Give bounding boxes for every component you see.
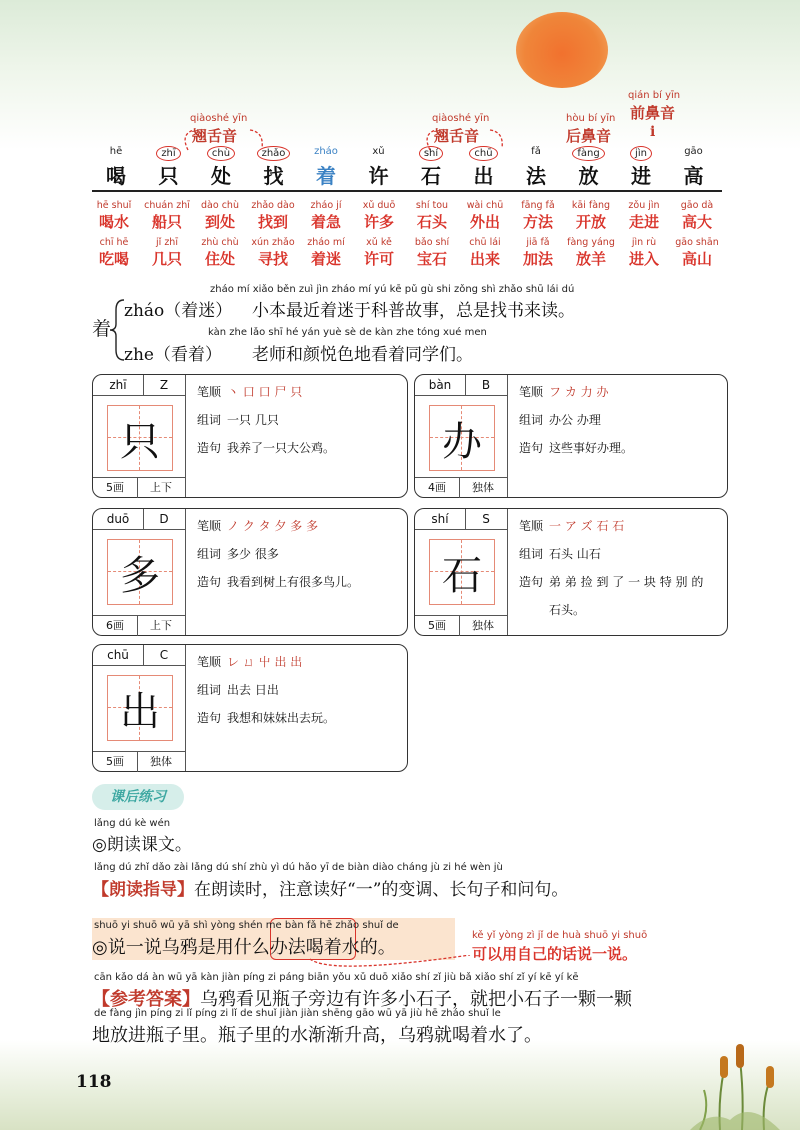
label-order: 笔顺 — [197, 385, 222, 399]
tian-grid — [429, 539, 495, 605]
annotation-retroflex-left: 翘舌音 — [192, 127, 238, 145]
stroke-count: 5画 — [93, 752, 138, 772]
card-pinyin: bàn — [415, 375, 466, 396]
annotation-pinyin-left: qiàoshé yīn — [190, 113, 248, 124]
polyphone-char: 着 — [92, 318, 112, 340]
card-letter: S — [465, 509, 508, 530]
word: 着急 — [310, 213, 341, 231]
card-character: 出 — [120, 689, 160, 735]
word: 到处 — [204, 213, 235, 231]
card-character: 多 — [120, 553, 160, 599]
card-pinyin: zhī — [93, 375, 144, 396]
q1-text: ◎朗读课文。 — [92, 835, 192, 855]
card-divider — [185, 509, 186, 635]
char-10: 放 — [578, 164, 599, 188]
word-pinyin: dào chù — [201, 200, 239, 211]
word-pinyin: fàng yáng — [567, 237, 615, 248]
word-pinyin: zháo mí — [307, 237, 345, 248]
word: 出来 — [469, 250, 500, 268]
word-pinyin: chū lái — [469, 237, 501, 248]
char-7: 石 — [421, 164, 441, 188]
label-sentence: 造句 — [197, 441, 222, 455]
card-footer — [93, 477, 185, 498]
exercise-title: 课后练习 — [92, 784, 184, 810]
char-pinyin — [617, 146, 665, 161]
card-character: 石 — [442, 553, 482, 599]
q2-pinyin: shuō yi shuō wū yā shì yòng shén me bàn fǎ hē zhǎo shuǐ de — [94, 920, 399, 931]
char-card-d — [92, 508, 408, 636]
word-pinyin: jiā fǎ — [526, 237, 550, 248]
word-pinyin: kāi fàng — [571, 200, 611, 211]
answer-pinyin-1: cān kǎo dá àn wū yā kàn jiàn píng zi páng biān yǒu xǔ duō xiǎo shí zǐ jiù bǎ xiǎo shí zǐ yí kē yí kē — [94, 972, 579, 983]
word-pinyin: chī hē — [99, 237, 129, 248]
answer-label: 【参考答案】 — [92, 989, 200, 1010]
card-character: 只 — [120, 419, 160, 465]
word-pinyin: zháo jí — [310, 200, 342, 211]
card-divider — [507, 375, 508, 497]
pinyin-circle: jìn — [630, 146, 652, 161]
value-order: ノ ク タ 夕 多 多 — [227, 519, 319, 533]
word: 找到 — [257, 213, 288, 231]
word: 宝石 — [416, 250, 447, 268]
word-pinyin: jǐ zhī — [156, 237, 178, 248]
word-pinyin: wài chū — [466, 200, 504, 211]
pinyin-circle: shí — [419, 146, 443, 161]
word: 石头 — [416, 213, 447, 231]
word: 许可 — [363, 250, 394, 268]
word: 着迷 — [310, 250, 341, 268]
label-words: 组词 — [197, 413, 222, 427]
label-order: 笔顺 — [519, 519, 544, 533]
char-8: 出 — [473, 164, 494, 188]
label-words: 组词 — [197, 683, 222, 697]
card-pinyin: chū — [93, 645, 144, 666]
value-sentence: 我想和妹妹出去玩。 — [227, 711, 336, 725]
q1-pinyin: lǎng dú kè wén — [94, 818, 171, 829]
char-pinyin: gāo — [684, 146, 703, 157]
label-sentence: 造句 — [519, 441, 544, 455]
answer-text-1: 乌鸦看见瓶子旁边有许多小石子，就把小石子一颗一颗 — [200, 989, 632, 1010]
word-pinyin: bǎo shí — [414, 237, 450, 248]
value-order: 一 ア ズ 石 石 — [549, 519, 625, 533]
char-pinyin — [460, 146, 508, 161]
label-sentence: 造句 — [197, 711, 222, 725]
label-order: 笔顺 — [197, 519, 222, 533]
card-letter: Z — [143, 375, 186, 396]
word: 放羊 — [575, 250, 606, 268]
label-sentence: 造句 — [197, 575, 222, 589]
char-6: 许 — [368, 164, 389, 188]
value-words: 石头 山石 — [549, 547, 601, 561]
word: 开放 — [575, 213, 606, 231]
word-pinyin: hē shuǐ — [96, 200, 132, 211]
sun-illustration — [516, 12, 608, 88]
card-footer — [93, 615, 185, 636]
guide-pinyin: lǎng dú zhǐ dǎo zài lǎng dú shí zhù yì dú hǎo yī de biàn diào cháng jù zi hé wèn jù — [94, 862, 503, 873]
word-pinyin: shí tou — [415, 200, 449, 211]
char-pinyin — [565, 146, 613, 161]
char-2: 只 — [158, 164, 179, 188]
card-pinyin: duō — [93, 509, 144, 530]
annotation-retroflex-middle: 翘舌音 — [434, 127, 480, 145]
char-1: 喝 — [106, 164, 126, 188]
word: 外出 — [469, 213, 500, 231]
word-pinyin: zhǎo dào — [251, 200, 295, 211]
value-order: 丶 口 口 尸 只 — [227, 385, 303, 399]
card-pinyin: shí — [415, 509, 466, 530]
char-pinyin: fǎ — [531, 146, 541, 157]
cattail-reeds-illustration — [680, 1040, 790, 1130]
value-order: レ ㄩ 屮 出 出 — [227, 655, 303, 669]
char-11: 进 — [631, 164, 651, 188]
word: 高大 — [681, 213, 712, 231]
char-9: 法 — [526, 164, 546, 188]
card-character: 办 — [442, 419, 482, 465]
label-sentence: 造句 — [519, 575, 544, 589]
char-3: 处 — [211, 164, 231, 188]
card-footer — [415, 477, 507, 498]
card-divider — [185, 375, 186, 497]
annotation-pinyin-back-nasal: hòu bí yīn — [566, 113, 616, 124]
char-pinyin — [145, 146, 193, 161]
word: 住处 — [204, 250, 235, 268]
guide-text: 在朗读时，注意读好“一”的变调、长句子和问句。 — [194, 880, 569, 900]
word: 喝水 — [98, 213, 129, 231]
label-words: 组词 — [519, 413, 544, 427]
tian-grid — [107, 675, 173, 741]
char-pinyin — [250, 146, 298, 161]
card-letter: D — [143, 509, 186, 530]
card-divider — [185, 645, 186, 771]
char-12: 高 — [683, 164, 704, 188]
card-footer — [93, 751, 185, 772]
annotation-front-nasal-mark: i — [650, 124, 656, 140]
char-pinyin — [407, 146, 455, 161]
label-words: 组词 — [519, 547, 544, 561]
word: 走进 — [628, 213, 659, 231]
tian-grid — [107, 539, 173, 605]
tian-grid — [107, 405, 173, 471]
word: 寻找 — [257, 250, 288, 268]
polyphone-row1-sentence: 小本最近着迷于科普故事，总是找书来读。 — [252, 301, 575, 321]
word-pinyin: zǒu jìn — [628, 200, 660, 211]
pinyin-circle: chù — [207, 146, 235, 161]
polyphone-row1-pinyin: zháo mí xiǎo běn zuì jìn zháo mí yú kē pǔ gù shi zǒng shì zhǎo shū lái dú — [210, 284, 575, 295]
word-pinyin: zhù chù — [201, 237, 239, 248]
word-pinyin: xǔ duō — [362, 200, 396, 211]
answer-pinyin-2: de fàng jìn píng zi lǐ píng zi lǐ de shuǐ jiàn jiàn shēng gāo wū yā jiù hē zháo shuǐ le — [94, 1008, 501, 1019]
value-sentence: 我养了一只大公鸡。 — [227, 441, 336, 455]
guide-label: 【朗读指导】 — [92, 880, 194, 900]
polyphone-row2-pinyin: kàn zhe lǎo shī hé yán yuè sè de kàn zhe tóng xué men — [208, 327, 487, 338]
char-card-b — [414, 374, 728, 498]
word: 船只 — [151, 213, 182, 231]
tip-text: 可以用自己的话说一说。 — [472, 945, 638, 963]
char-structure: 上下 — [150, 481, 172, 494]
char-pinyin: hē — [109, 146, 123, 157]
label-order: 笔顺 — [197, 655, 222, 669]
char-card-c — [92, 644, 408, 772]
value-words: 办公 办理 — [549, 413, 601, 427]
value-sentence-cont: 石头。 — [549, 603, 586, 617]
stroke-count: 5画 — [415, 616, 460, 636]
word: 许多 — [363, 213, 394, 231]
stroke-count: 6画 — [93, 616, 138, 636]
char-pinyin: zháo — [314, 146, 338, 157]
stroke-count: 5画 — [93, 478, 138, 498]
char-structure: 上下 — [150, 619, 172, 632]
value-words: 一只 几只 — [227, 413, 279, 427]
stroke-count: 4画 — [415, 478, 460, 498]
polyphone-row2-label: zhe（看着） — [124, 345, 222, 365]
annotation-back-nasal: 后鼻音 — [566, 127, 612, 145]
word-pinyin: xǔ kě — [366, 237, 392, 248]
card-letter: C — [143, 645, 186, 666]
tian-grid — [429, 405, 495, 471]
pinyin-circle: chū — [469, 146, 497, 161]
pinyin-circle: fàng — [572, 146, 604, 161]
word: 高山 — [681, 250, 712, 268]
word: 加法 — [522, 250, 553, 268]
page-number: 118 — [76, 1072, 112, 1092]
value-sentence: 这些事好办理。 — [549, 441, 634, 455]
tip-pinyin: kě yǐ yòng zì jǐ de huà shuō yi shuō — [472, 930, 648, 941]
value-order: フ カ 力 办 — [549, 385, 609, 399]
card-letter: B — [465, 375, 508, 396]
word-pinyin: chuán zhī — [144, 200, 190, 211]
char-4: 找 — [263, 164, 284, 188]
card-divider — [507, 509, 508, 635]
value-sentence: 弟 弟 捡 到 了 一 块 特 别 的 — [549, 575, 704, 589]
word: 吃喝 — [98, 250, 129, 268]
word-pinyin: fāng fǎ — [521, 200, 555, 211]
char-structure: 独体 — [472, 481, 494, 494]
pinyin-circle: zhǎo — [257, 146, 291, 161]
label-order: 笔顺 — [519, 385, 544, 399]
char-card-s — [414, 508, 728, 636]
value-words: 多少 很多 — [227, 547, 279, 561]
word-pinyin: gāo dà — [680, 200, 714, 211]
annotation-front-nasal: 前鼻音 — [630, 104, 676, 122]
word-pinyin: jìn rù — [631, 237, 657, 248]
annotation-pinyin-middle: qiàoshé yīn — [432, 113, 490, 124]
word: 几只 — [151, 250, 182, 268]
answer-text-2: 地放进瓶子里。瓶子里的水渐渐升高，乌鸦就喝着水了。 — [92, 1025, 542, 1046]
char-pinyin — [197, 146, 245, 161]
word-pinyin: gāo shān — [675, 237, 719, 248]
word-pinyin: xún zhǎo — [251, 237, 295, 248]
polyphone-row2-sentence: 老师和颜悦色地看着同学们。 — [252, 345, 473, 365]
annotation-pinyin-front-nasal: qián bí yīn — [628, 90, 681, 101]
char-5: 着 — [316, 164, 336, 188]
character-row-divider — [92, 190, 722, 192]
label-words: 组词 — [197, 547, 222, 561]
word: 方法 — [522, 213, 553, 231]
value-words: 出去 日出 — [227, 683, 279, 697]
pinyin-circle: zhī — [156, 146, 180, 161]
char-structure: 独体 — [472, 619, 494, 632]
q2-text: ◎说一说乌鸦是用什么办法喝着水的。 — [92, 937, 396, 958]
polyphone-row1-label: zháo（着迷） — [124, 301, 233, 321]
word: 进入 — [628, 250, 659, 268]
card-footer — [415, 615, 507, 636]
char-card-z — [92, 374, 408, 498]
value-sentence: 我看到树上有很多鸟儿。 — [227, 575, 360, 589]
char-structure: 独体 — [150, 755, 172, 768]
char-pinyin: xǔ — [372, 146, 385, 157]
